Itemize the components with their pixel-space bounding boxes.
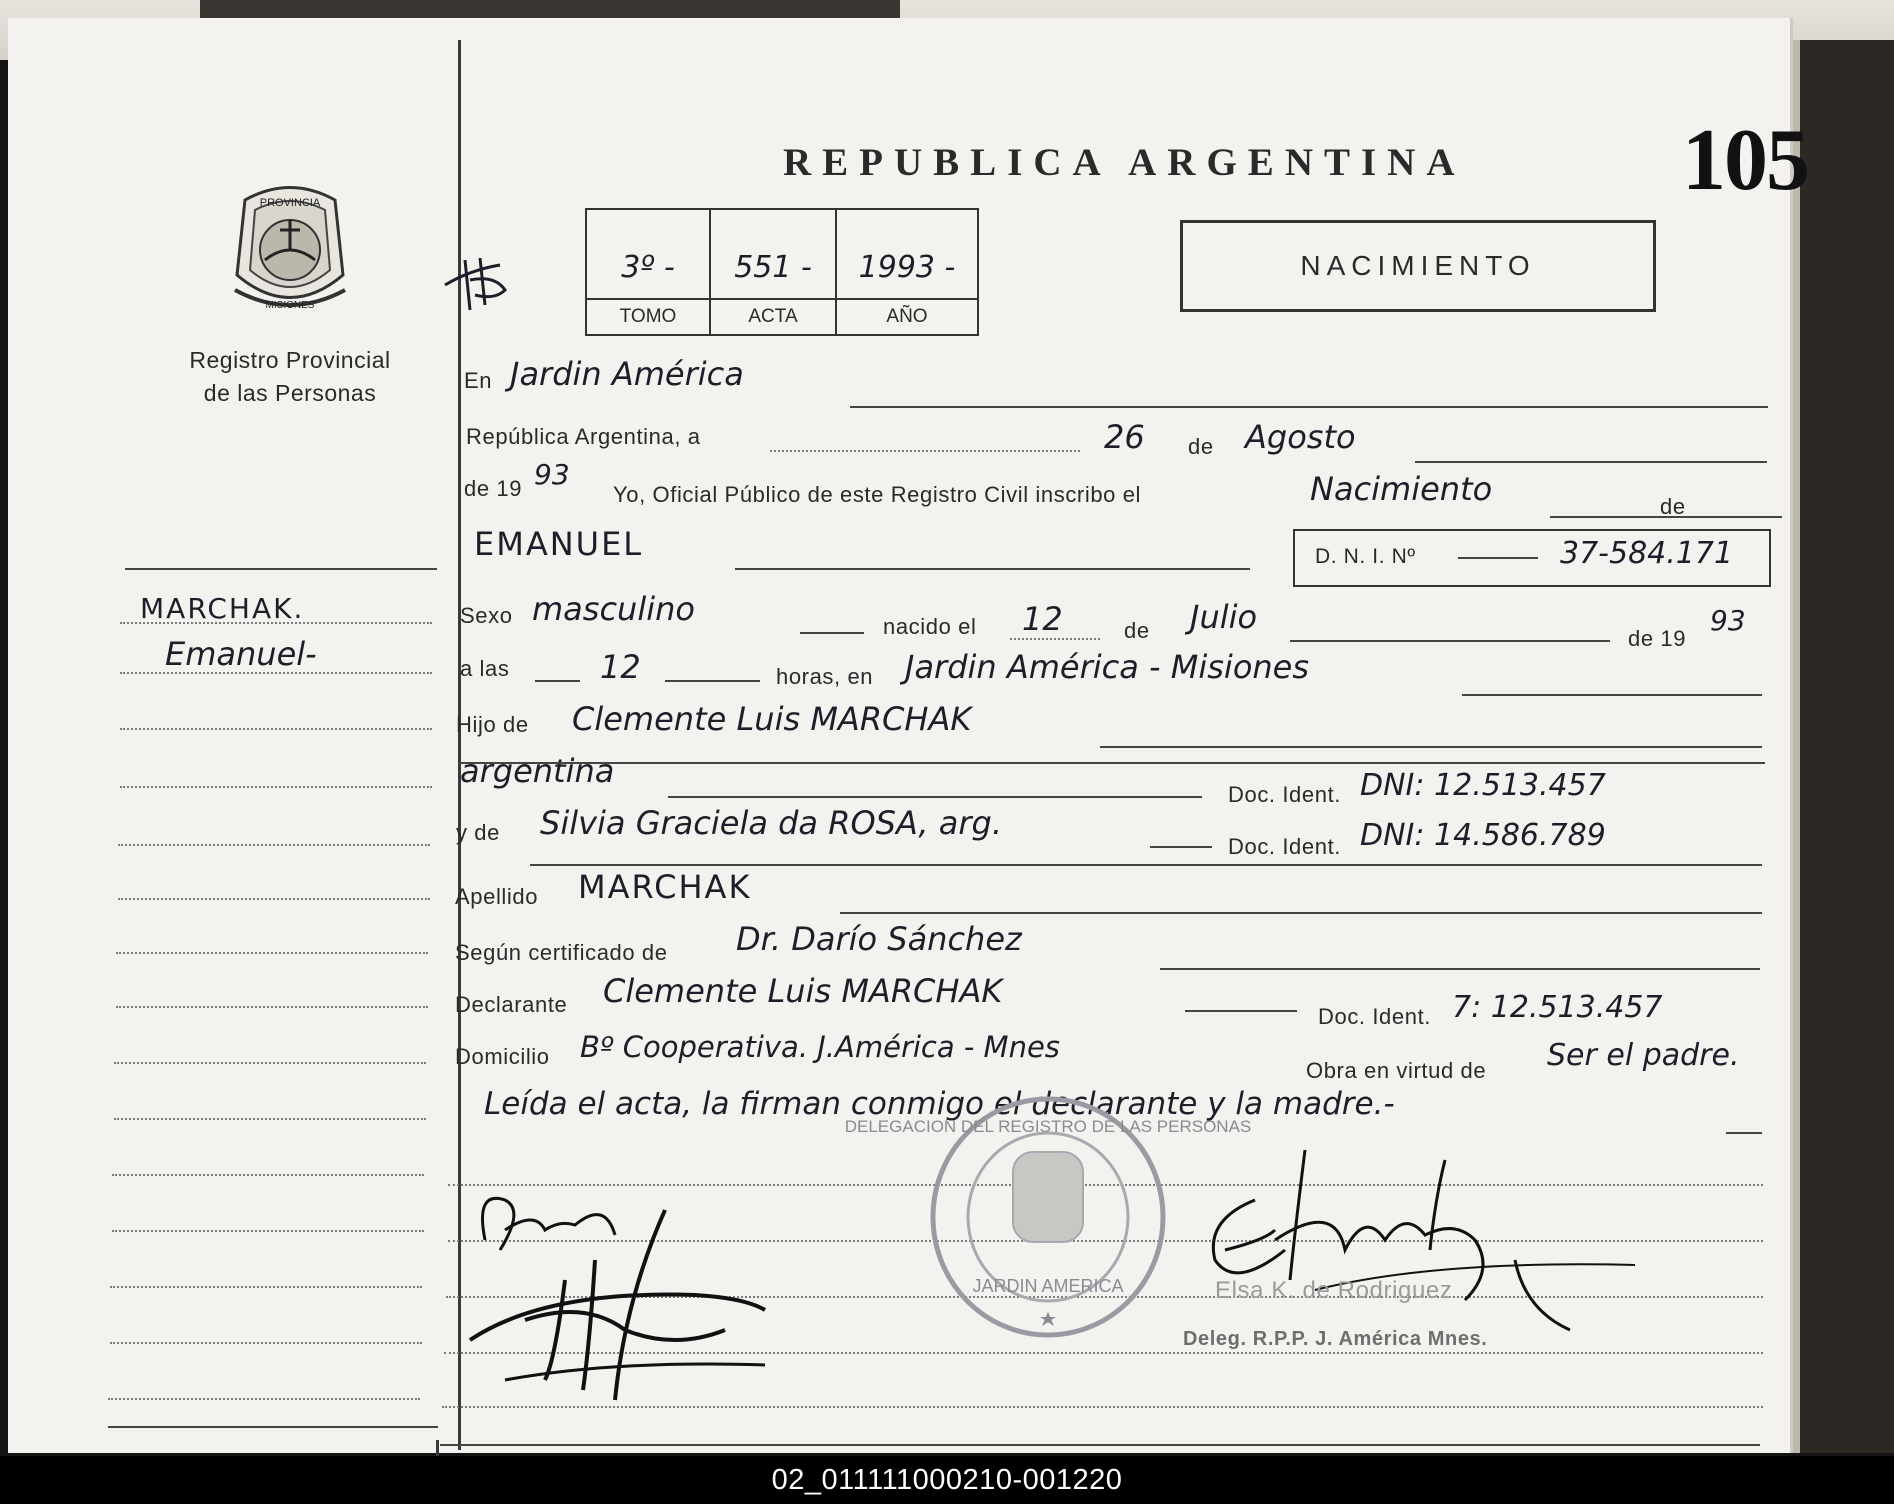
stamp-bottom-text: JARDIN AMERICA [972,1276,1124,1296]
official-stamp [844,1092,1252,1342]
declarante-doc: 7: 12.513.457 [1452,990,1663,1025]
doc-label-2: Doc. Ident. [1228,834,1341,859]
y-de-label: y de [456,820,500,845]
declarante-label: Declarante [455,992,568,1017]
record-type: NACIMIENTO [1300,250,1536,281]
de-label: de [1188,434,1214,459]
birth-month: Julio [1190,598,1258,636]
en-label: En [464,368,493,393]
margin-line [112,1174,424,1176]
republica-label: República Argentina, a [466,424,701,449]
doc-label: Doc. Ident. [1228,782,1341,807]
margin-line [120,622,432,624]
tomo-value: 3º - [621,250,675,285]
fill-line [770,450,1080,452]
fill-line [1150,846,1212,848]
fill-line [1462,694,1762,696]
bottom-rule [440,1444,1760,1446]
nacido-label: nacido el [883,614,977,639]
margin-line [114,1118,426,1120]
apellido-line [840,912,1762,914]
father-line [1100,746,1762,748]
dni-value: 37-584.171 [1560,536,1734,571]
provincial-seal-icon [225,180,355,320]
document-title: REPUBLICA ARGENTINA [783,141,1466,184]
margin-line [110,1286,422,1288]
closing-text: Leída el acta, la firman conmigo el declarante y la madre.- [484,1086,1395,1122]
mother-doc: DNI: 14.586.789 [1360,818,1606,853]
seal-bottom-text: MISIONES [265,300,315,311]
birth-day: 12 [1022,600,1063,638]
margin-line [110,1342,422,1344]
margin-rule-foot [436,1440,439,1456]
index-box [585,208,979,336]
domicilio-label: Domicilio [455,1044,550,1069]
apellido: MARCHAK [578,868,752,906]
certificado-line [1160,968,1760,970]
event: Nacimiento [1310,470,1493,508]
mother: Silvia Graciela da ROSA, arg. [540,804,1003,842]
margin-line [120,672,432,674]
tomo-label: TOMO [619,306,677,327]
scan-edge [200,0,900,20]
acta-label: ACTA [748,306,798,327]
fill-line [800,632,864,634]
father-doc: DNI: 12.513.457 [1360,768,1606,803]
yo-text: Yo, Oficial Público de este Registro Civil inscribo el [613,482,1142,507]
seal-top-text: PROVINCIA [259,197,321,209]
fill-line [535,680,580,682]
declarant-signature [465,1180,775,1410]
anio-label: AÑO [886,306,928,327]
registry-line-2: de las Personas [203,380,377,406]
name: EMANUEL [474,525,644,563]
registry-name [140,344,440,410]
image-id-bar [0,1456,1894,1504]
record-type-box [1180,220,1656,312]
official-title: Deleg. R.P.P. J. América Mnes. [1183,1328,1488,1350]
margin-line [118,898,430,900]
margin-line [116,1006,428,1008]
official-signature [1195,1140,1645,1350]
fill-line [1010,638,1100,640]
stamp-ring-text: DELEGACION DEL REGISTRO DE LAS PERSONAS [844,1117,1252,1136]
year-prefix: de 19 [464,476,523,501]
sexo: masculino [532,590,695,628]
image-id: 02_011111000210-001220 [771,1464,1123,1496]
event-line [1550,516,1782,518]
fill-line [668,796,1202,798]
fill-line [665,680,760,682]
margin-line [114,1062,426,1064]
margin-divider [125,568,437,570]
book-spine [1790,40,1894,1453]
fill-line [1290,640,1610,642]
fill-line [1185,1010,1297,1012]
place-line [850,406,1768,408]
declarante: Clemente Luis MARCHAK [603,972,1003,1010]
margin-line [120,728,432,730]
registry-line-1: Registro Provincial [189,347,391,373]
day: 26 [1104,418,1145,456]
father-nationality: argentina [460,752,615,790]
name-line [735,568,1250,570]
domicilio: Bº Cooperativa. J.América - Mnes [580,1030,1060,1064]
row-rule [530,864,1762,866]
obra-label: Obra en virtud de [1306,1058,1487,1083]
certificado: Dr. Darío Sánchez [736,920,1022,958]
margin-given-name: Emanuel- [165,635,317,673]
margin-line [108,1398,420,1400]
month-line [1415,461,1767,463]
apellido-label: Apellido [455,884,539,909]
birth-place: Jardin América - Misiones [905,648,1310,686]
anio-value: 1993 - [858,250,956,285]
fill-line [1726,1132,1762,1134]
birth-year-prefix: de 19 [1628,626,1687,651]
margin-line [120,786,432,788]
hour: 12 [600,648,641,686]
birth-de-label: de [1124,618,1150,643]
initials-mark [440,250,520,320]
obra: Ser el padre. [1547,1038,1740,1073]
sexo-label: Sexo [460,603,513,628]
page-number: 105 [1682,112,1808,209]
month: Agosto [1245,418,1356,456]
dni-strike [1458,557,1538,559]
margin-line [116,952,428,954]
father: Clemente Luis MARCHAK [572,700,972,738]
hijo-label: Hijo de [456,712,529,737]
acta-value: 551 - [734,250,812,285]
birth-year-suffix: 93 [1710,604,1746,637]
dni-label: D. N. I. Nº [1315,545,1416,568]
horas-label: horas, en [776,664,874,689]
year-suffix: 93 [534,458,570,491]
doc-label-3: Doc. Ident. [1318,1004,1431,1029]
de-label-2: de [1660,494,1686,519]
segun-label: Según certificado de [455,940,668,965]
margin-line [112,1230,424,1232]
margin-bottom-rule [108,1426,438,1428]
a-las-label: a las [460,656,510,681]
margin-line [118,844,430,846]
official-name: Elsa K. de Rodriguez [1215,1277,1453,1304]
margin-surname: MARCHAK. [140,592,305,625]
row-rule [460,762,1765,764]
place: Jardin América [510,355,744,393]
